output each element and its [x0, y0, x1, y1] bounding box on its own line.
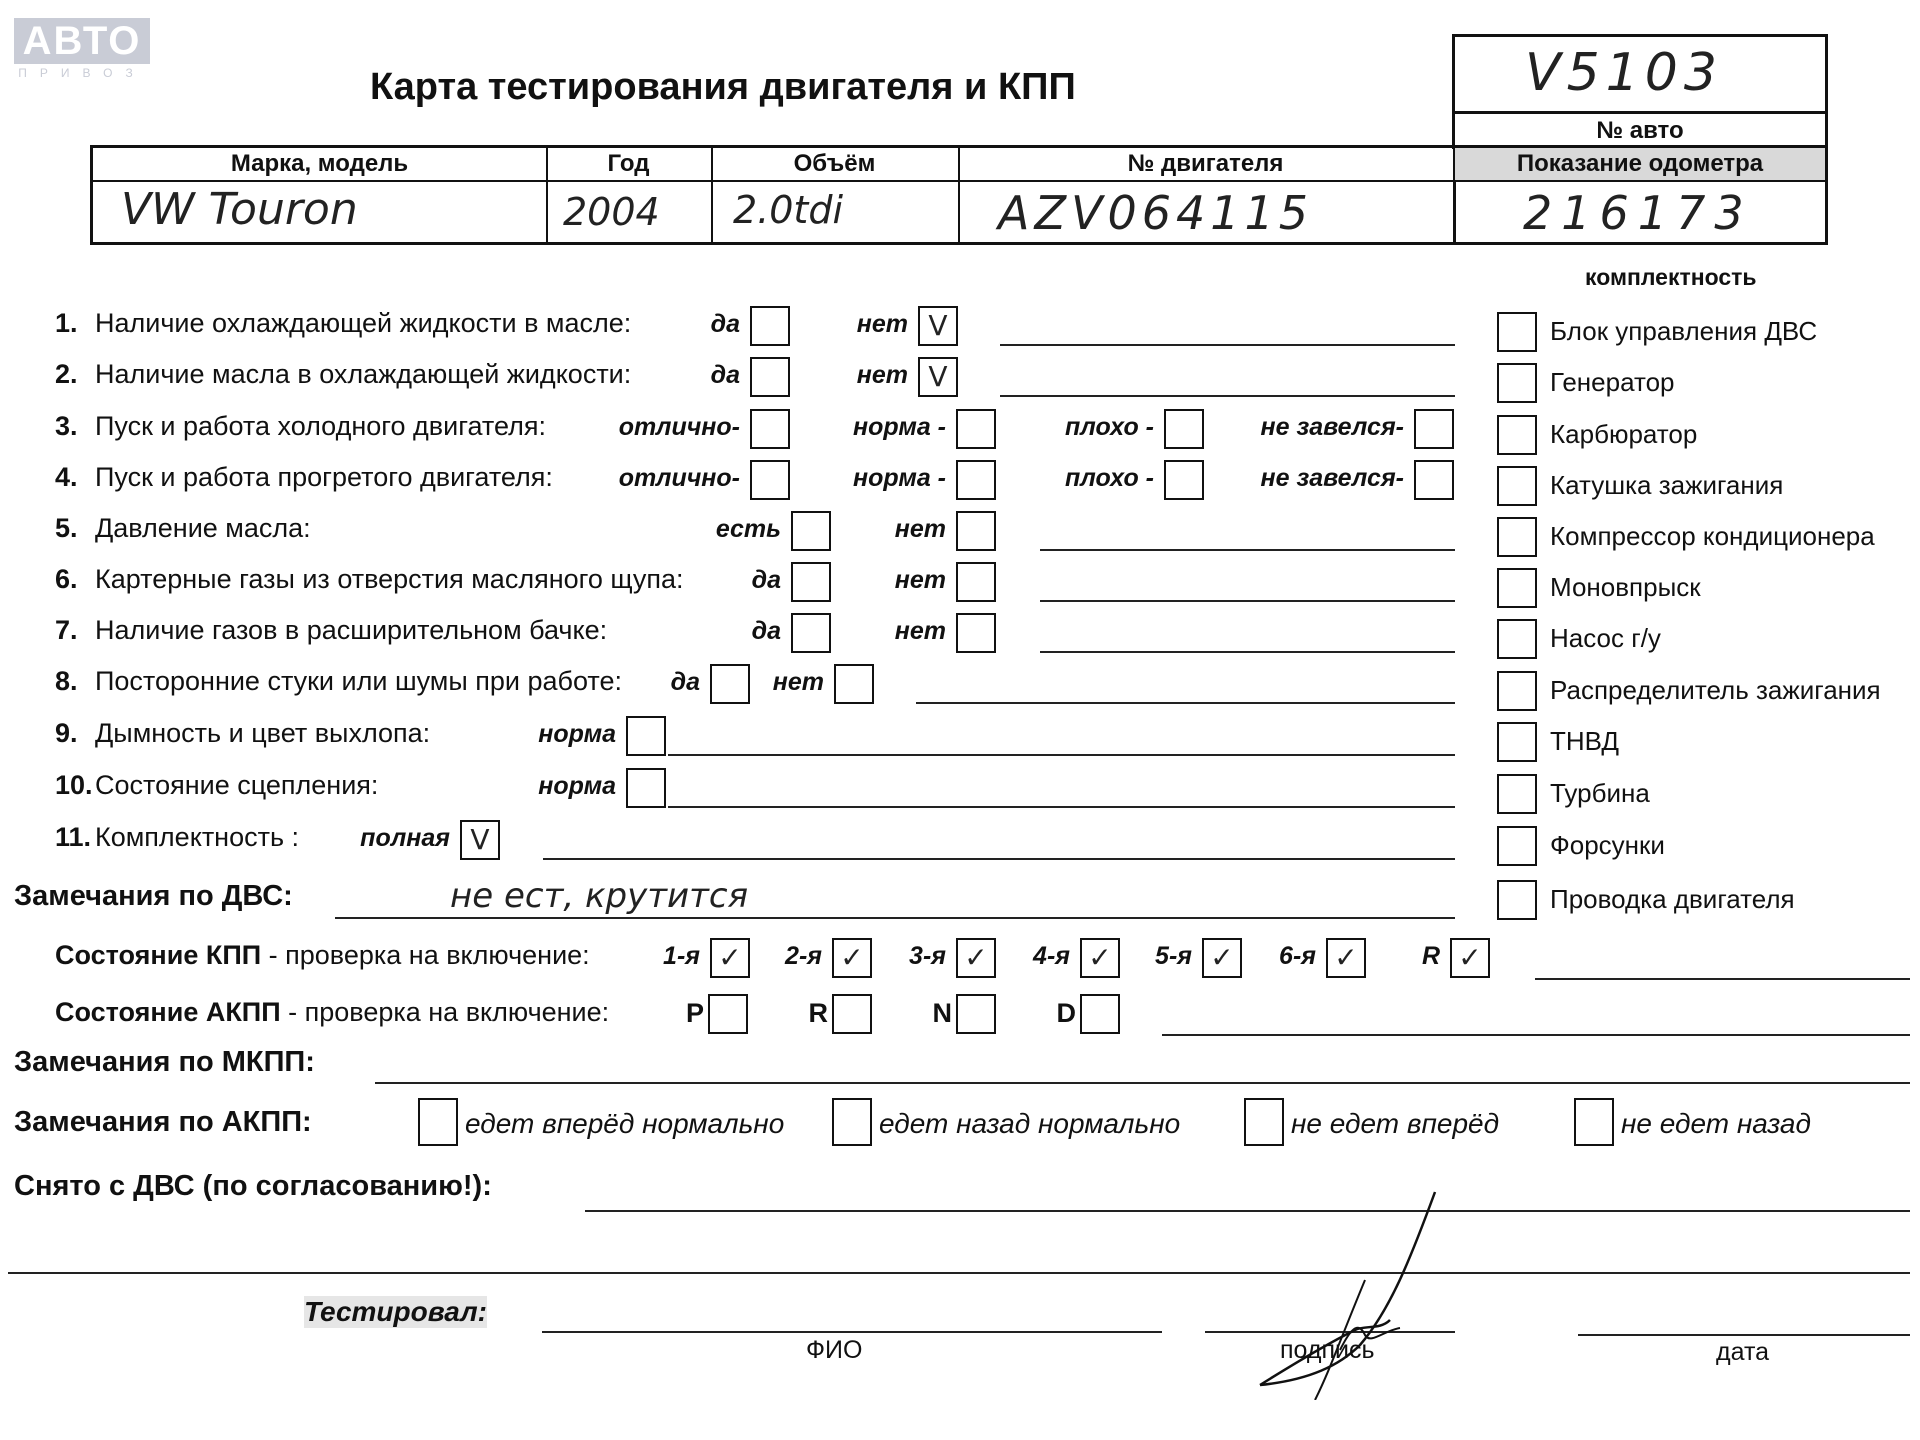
question-option-label: полная: [360, 824, 450, 852]
question-label: [55, 770, 378, 801]
question-number: 6.: [55, 564, 78, 594]
question-answer-line: [543, 858, 1455, 860]
question-option-label: нет: [894, 617, 946, 645]
completeness-checkbox[interactable]: [1497, 880, 1537, 920]
question-label: [55, 411, 546, 442]
question-label: [55, 462, 553, 493]
completeness-checkbox[interactable]: [1497, 722, 1537, 762]
question-option-label: нет: [894, 515, 946, 543]
handwritten-signature: [1240, 1180, 1460, 1400]
make-model-value: VW Touron: [121, 184, 358, 235]
checkbox-mark: ✓: [840, 941, 864, 974]
question-option-label: плохо -: [1065, 413, 1154, 441]
kpp-gear-checkbox[interactable]: [832, 938, 872, 978]
question-option-label: есть: [715, 515, 781, 543]
completeness-item-label: Форсунки: [1550, 830, 1665, 860]
question-checkbox[interactable]: [956, 511, 996, 551]
akpp-remark-checkbox[interactable]: [1574, 1098, 1614, 1146]
engine-number-header: № двигателя: [1127, 150, 1284, 177]
checkbox-mark: V: [928, 360, 948, 393]
question-label: [55, 513, 311, 544]
question-checkbox[interactable]: [1164, 409, 1204, 449]
question-answer-line: [668, 806, 1455, 808]
akpp-position-checkbox[interactable]: [832, 994, 872, 1034]
question-checkbox[interactable]: [918, 357, 958, 397]
odometer-value: 216173: [1523, 186, 1753, 240]
kpp-gear-checkbox[interactable]: [1202, 938, 1242, 978]
question-option-label: нет: [856, 361, 908, 389]
question-option-label: нет: [772, 668, 824, 696]
separator-line: [8, 1272, 1910, 1274]
question-checkbox[interactable]: [1414, 409, 1454, 449]
question-text: Пуск и работа холодного двигателя:: [95, 411, 546, 441]
akpp-remark-label: не едет вперёд: [1291, 1108, 1500, 1139]
question-answer-line: [1000, 344, 1455, 346]
question-number: 2.: [55, 359, 78, 389]
akpp-position-checkbox[interactable]: [708, 994, 748, 1034]
question-label: [55, 308, 631, 339]
question-text: Посторонние стуки или шумы при работе:: [95, 666, 622, 696]
question-number: 5.: [55, 513, 78, 543]
kpp-gear-label: R: [1421, 942, 1440, 970]
logo-sub: ПРИВОЗ: [18, 66, 146, 80]
question-checkbox[interactable]: [750, 357, 790, 397]
completeness-checkbox[interactable]: [1497, 619, 1537, 659]
checkbox-mark: V: [470, 823, 490, 856]
year-value: 2004: [563, 190, 660, 234]
remarks-mkpp-line: [375, 1082, 1910, 1084]
akpp-position-label: N: [932, 998, 952, 1028]
completeness-title: комплектность: [1585, 264, 1757, 290]
completeness-item-label: Распределитель зажигания: [1550, 675, 1881, 705]
checkbox-mark: ✓: [964, 941, 988, 974]
remarks-dvs-line: [335, 917, 1455, 919]
question-checkbox[interactable]: [791, 511, 831, 551]
question-label: [55, 615, 607, 646]
question-checkbox[interactable]: [956, 613, 996, 653]
kpp-gear-label: 3-я: [909, 942, 946, 970]
akpp-remark-checkbox[interactable]: [418, 1098, 458, 1146]
question-option-label: норма -: [853, 464, 946, 492]
kpp-gear-label: 4-я: [1033, 942, 1070, 970]
logo-main: АВТО: [14, 18, 150, 64]
completeness-item-label: Генератор: [1550, 367, 1675, 397]
question-checkbox[interactable]: [956, 409, 996, 449]
question-option-label: отлично-: [618, 413, 740, 441]
question-option-label: не завелся-: [1260, 464, 1404, 492]
kpp-gear-checkbox[interactable]: [1326, 938, 1366, 978]
akpp-position-checkbox[interactable]: [1080, 994, 1120, 1034]
completeness-item-label: Катушка зажигания: [1550, 470, 1784, 500]
question-text: Пуск и работа прогретого двигателя:: [95, 462, 553, 492]
completeness-item-label: ТНВД: [1550, 726, 1620, 756]
question-option-label: нет: [856, 310, 908, 338]
akpp-position-label: R: [808, 998, 828, 1028]
question-label: [55, 822, 299, 853]
tested-label: Тестировал:: [304, 1296, 487, 1327]
akpp-position-label: D: [1056, 998, 1076, 1028]
question-label: [55, 359, 631, 390]
question-checkbox[interactable]: [918, 306, 958, 346]
akpp-line: [1162, 1034, 1910, 1036]
completeness-checkbox[interactable]: [1497, 826, 1537, 866]
completeness-item-label: Турбина: [1550, 778, 1650, 808]
akpp-label-bold: Состояние АКПП: [55, 997, 281, 1027]
question-checkbox[interactable]: [626, 768, 666, 808]
auto-number-value: V5103: [1525, 43, 1723, 103]
logo: [14, 18, 150, 80]
question-checkbox[interactable]: [710, 664, 750, 704]
completeness-checkbox[interactable]: [1497, 466, 1537, 506]
question-checkbox[interactable]: [750, 409, 790, 449]
question-answer-line: [1040, 549, 1455, 551]
kpp-label-bold: Состояние КПП: [55, 940, 262, 970]
engine-number-value: AZV064115: [998, 186, 1314, 240]
checkbox-mark: ✓: [1210, 941, 1234, 974]
remarks-dvs-value: не ест, крутится: [450, 876, 749, 916]
completeness-checkbox[interactable]: [1497, 363, 1537, 403]
question-text: Давление масла:: [95, 513, 311, 543]
question-answer-line: [1000, 395, 1455, 397]
completeness-item-label: Карбюратор: [1550, 419, 1698, 449]
kpp-gear-label: 1-я: [663, 942, 700, 970]
akpp-label-rest: - проверка на включение:: [280, 997, 610, 1027]
completeness-checkbox[interactable]: [1497, 517, 1537, 557]
question-text: Наличие масла в охлаждающей жидкости:: [95, 359, 632, 389]
question-checkbox[interactable]: [956, 562, 996, 602]
question-checkbox[interactable]: [791, 562, 831, 602]
question-number: 11.: [55, 822, 92, 852]
completeness-checkbox[interactable]: [1497, 671, 1537, 711]
auto-number-box: [1452, 34, 1828, 149]
question-checkbox[interactable]: [626, 716, 666, 756]
question-checkbox[interactable]: [956, 460, 996, 500]
question-checkbox[interactable]: [791, 613, 831, 653]
question-checkbox[interactable]: [750, 460, 790, 500]
question-option-label: норма -: [853, 413, 946, 441]
question-option-label: норма: [538, 772, 616, 800]
question-option-label: плохо -: [1065, 464, 1154, 492]
kpp-gear-label: 6-я: [1279, 942, 1316, 970]
question-checkbox[interactable]: [834, 664, 874, 704]
kpp-gear-checkbox[interactable]: [1080, 938, 1120, 978]
question-text: Картерные газы из отверстия масляного щупа:: [95, 564, 684, 594]
question-option-label: да: [751, 566, 781, 594]
question-number: 9.: [55, 718, 78, 748]
akpp-remark-label: едет вперёд нормально: [465, 1108, 785, 1139]
question-text: Наличие газов в расширительном бачке:: [95, 615, 608, 645]
completeness-checkbox[interactable]: [1497, 568, 1537, 608]
akpp-remark-checkbox[interactable]: [1244, 1098, 1284, 1146]
question-number: 1.: [55, 308, 78, 338]
question-option-label: нет: [894, 566, 946, 594]
remarks-akpp-label: Замечания по АКПП:: [14, 1106, 312, 1138]
question-answer-line: [1040, 600, 1455, 602]
completeness-checkbox[interactable]: [1497, 312, 1537, 352]
completeness-checkbox[interactable]: [1497, 774, 1537, 814]
question-number: 3.: [55, 411, 78, 441]
akpp-position-checkbox[interactable]: [956, 994, 996, 1034]
question-number: 8.: [55, 666, 78, 696]
checkbox-mark: V: [928, 309, 948, 342]
question-number: 7.: [55, 615, 78, 645]
auto-number-label: № авто: [1596, 117, 1684, 144]
odometer-header: Показание одометра: [1516, 150, 1764, 177]
completeness-item-label: Моновпрыск: [1550, 572, 1701, 602]
completeness-checkbox[interactable]: [1497, 415, 1537, 455]
kpp-line: [1535, 978, 1910, 980]
question-option-label: отлично-: [618, 464, 740, 492]
completeness-item-label: Компрессор кондиционера: [1550, 521, 1875, 551]
kpp-label-rest: - проверка на включение:: [261, 940, 590, 970]
question-checkbox[interactable]: [460, 820, 500, 860]
question-option-label: не завелся-: [1260, 413, 1404, 441]
question-number: 10.: [55, 770, 93, 800]
question-option-label: да: [751, 617, 781, 645]
fio-line: [542, 1331, 1162, 1333]
completeness-item-label: Насос г/у: [1550, 623, 1661, 653]
kpp-gear-label: 5-я: [1155, 942, 1192, 970]
question-label: [55, 718, 430, 749]
question-checkbox[interactable]: [750, 306, 790, 346]
completeness-item-label: Проводка двигателя: [1550, 884, 1795, 914]
question-checkbox[interactable]: [1164, 460, 1204, 500]
question-text: Комплектность :: [95, 822, 300, 852]
kpp-gear-checkbox[interactable]: [956, 938, 996, 978]
akpp-remark-label: не едет назад: [1621, 1108, 1811, 1139]
question-option-label: норма: [538, 720, 616, 748]
removed-label: Снято с ДВС (по согласованию!):: [14, 1170, 492, 1202]
question-answer-line: [668, 754, 1455, 756]
volume-value: 2.0tdi: [733, 188, 844, 232]
kpp-gear-checkbox[interactable]: [710, 938, 750, 978]
question-option-label: да: [670, 668, 700, 696]
fio-label: ФИО: [806, 1336, 863, 1364]
date-line: [1578, 1334, 1910, 1336]
akpp-label: [55, 997, 609, 1028]
kpp-gear-label: 2-я: [785, 942, 822, 970]
kpp-label: [55, 940, 590, 971]
date-label: дата: [1716, 1338, 1770, 1366]
akpp-position-label: P: [685, 998, 704, 1028]
kpp-gear-checkbox[interactable]: [1450, 938, 1490, 978]
volume-header: Объём: [793, 150, 876, 177]
question-option-label: да: [710, 361, 740, 389]
question-label: [55, 666, 622, 697]
page-title: Карта тестирования двигателя и КПП: [370, 66, 1076, 108]
question-text: Наличие охлаждающей жидкости в масле:: [95, 308, 632, 338]
checkbox-mark: ✓: [1334, 941, 1358, 974]
question-text: Дымность и цвет выхлопа:: [95, 718, 431, 748]
akpp-remark-checkbox[interactable]: [832, 1098, 872, 1146]
question-number: 4.: [55, 462, 78, 492]
question-checkbox[interactable]: [1414, 460, 1454, 500]
question-label: [55, 564, 684, 595]
checkbox-mark: ✓: [718, 941, 742, 974]
remarks-dvs-label: Замечания по ДВС:: [14, 880, 293, 912]
question-answer-line: [916, 702, 1455, 704]
year-header: Год: [607, 150, 650, 177]
signature-label: подпись: [1280, 1336, 1375, 1364]
checkbox-mark: ✓: [1458, 941, 1482, 974]
completeness-item-label: Блок управления ДВС: [1550, 316, 1818, 346]
remarks-mkpp-label: Замечания по МКПП:: [14, 1046, 315, 1078]
question-option-label: да: [710, 310, 740, 338]
make-model-header: Марка, модель: [230, 150, 409, 177]
checkbox-mark: ✓: [1088, 941, 1112, 974]
question-answer-line: [1040, 651, 1455, 653]
question-text: Состояние сцепления:: [95, 770, 379, 800]
akpp-remark-label: едет назад нормально: [879, 1108, 1181, 1139]
vehicle-header-table: [90, 145, 1828, 245]
